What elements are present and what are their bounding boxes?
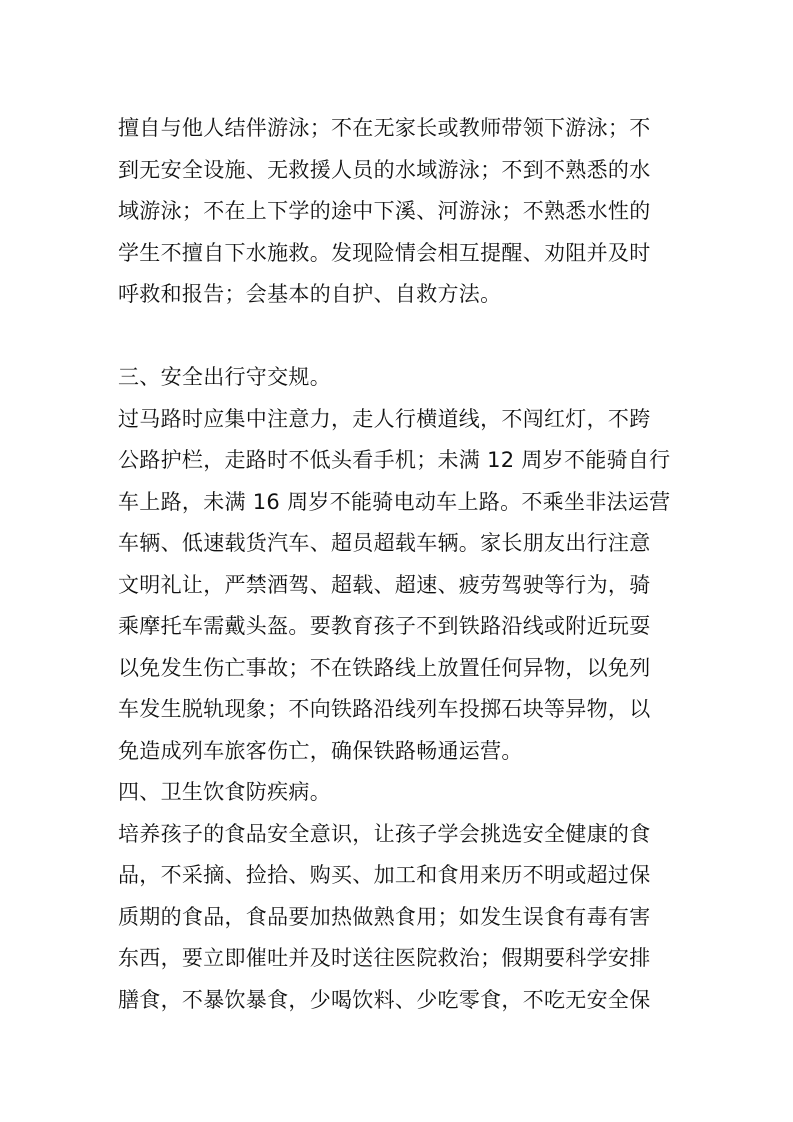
text-line: 到无安全设施、无救援人员的水域游泳；不到不熟悉的水 (118, 157, 651, 182)
text-line: 品，不采摘、捡拾、购买、加工和食用来历不明或超过保 (118, 863, 651, 887)
text-line: 车辆、低速载货汽车、超员超载车辆。家长朋友出行注意 (118, 531, 651, 555)
text-line: 膳食，不暴饮暴食，少喝饮料、少吃零食，不吃无安全保 (118, 987, 651, 1012)
section-food-hygiene (118, 772, 678, 1021)
section-traffic-safety (118, 357, 678, 772)
section-heading: 三、安全出行守交规。 (118, 365, 331, 389)
paragraph-spacer (118, 316, 678, 358)
text-line: 车发生脱轨现象；不向铁路沿线列车投掷石块等异物，以 (118, 697, 651, 721)
text-line: 乘摩托车需戴头盔。要教育孩子不到铁路沿线或附近玩耍 (118, 614, 651, 638)
text-line: 呼救和报告；会基本的自护、自救方法。 (118, 282, 502, 306)
text-line: 以免发生伤亡事故；不在铁路线上放置任何异物，以免列 (118, 655, 651, 680)
text-line: 过马路时应集中注意力，走人行横道线，不闯红灯，不跨 (118, 406, 651, 431)
document-page (118, 108, 678, 1021)
text-line: 东西，要立即催吐并及时送往医院救治；假期要科学安排 (118, 946, 651, 970)
text-line: 培养孩子的食品安全意识，让孩子学会挑选安全健康的食 (118, 821, 651, 846)
text-line: 免造成列车旅客伤亡，确保铁路畅通运营。 (118, 738, 523, 763)
section-heading: 四、卫生饮食防疾病。 (118, 780, 331, 804)
text-line: 车上路，未满 16 周岁不能骑电动车上路。不乘坐非法运营 (118, 489, 671, 514)
text-line: 公路护栏，走路时不低头看手机；未满 12 周岁不能骑自行 (118, 448, 671, 472)
text-line: 学生不擅自下水施救。发现险情会相互提醒、劝阻并及时 (118, 240, 651, 265)
text-line: 质期的食品，食品要加热做熟食用；如发生误食有毒有害 (118, 904, 651, 929)
text-line: 文明礼让，严禁酒驾、超载、超速、疲劳驾驶等行为，骑 (118, 572, 651, 597)
text-line: 擅自与他人结伴游泳；不在无家长或教师带领下游泳；不 (118, 116, 651, 140)
text-line: 域游泳；不在上下学的途中下溪、河游泳；不熟悉水性的 (118, 199, 651, 223)
paragraph-swimming-safety (118, 108, 678, 316)
